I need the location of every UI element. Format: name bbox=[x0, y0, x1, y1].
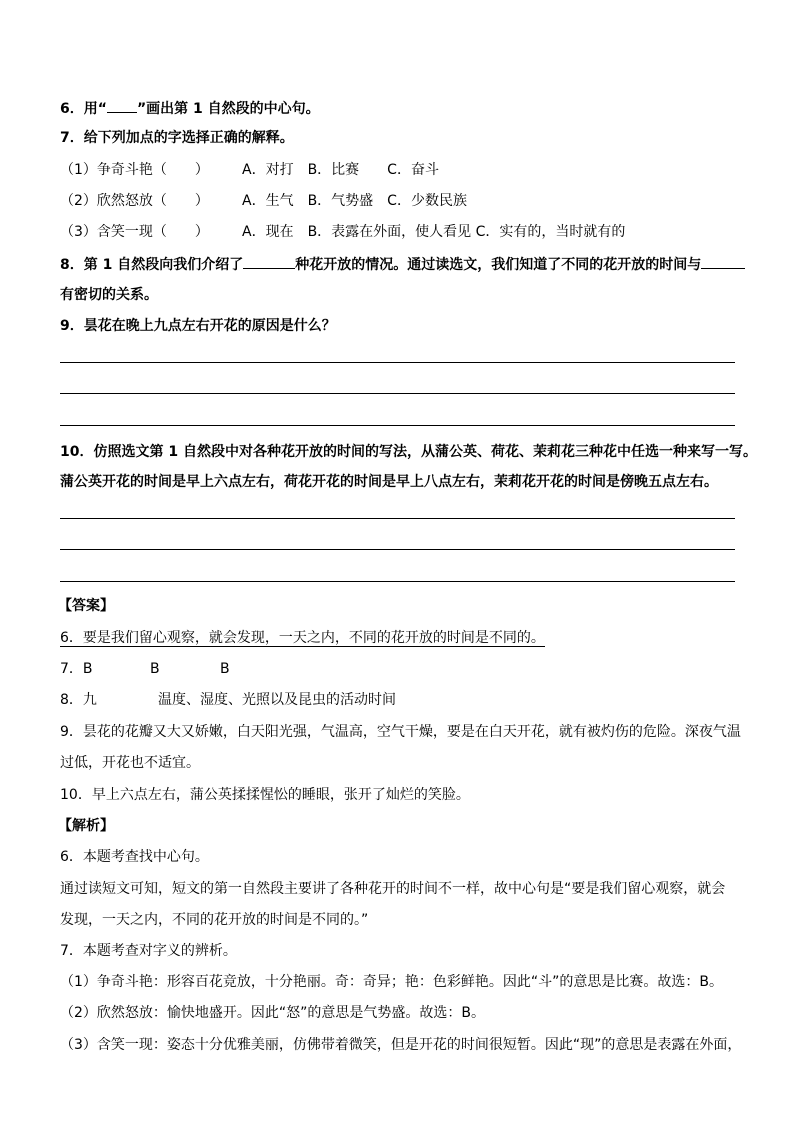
answer-line bbox=[60, 393, 735, 394]
question-7-prompt: 7．给下列加点的字选择正确的解释。 bbox=[60, 130, 294, 146]
question-8-continued: 有密切的关系。 bbox=[60, 287, 158, 303]
item-label: （3）含笑一现（ ） bbox=[60, 224, 209, 240]
analysis-7-item-3: （3）含笑一现：姿态十分优雅美丽，仿佛带着微笑，但是开花的时间很短暂。因此“现”的意思是表露在外面， bbox=[60, 1037, 742, 1053]
analysis-6-line-2: 发现，一天之内，不同的花开放的时间是不同的。” bbox=[60, 912, 369, 928]
answer-6-text: 6．要是我们留心观察，就会发现，一天之内，不同的花开放的时间是不同的。 bbox=[60, 630, 545, 646]
answer-8-blank-2: 温度、湿度、光照以及昆虫的活动时间 bbox=[158, 692, 396, 708]
question-6-text-end: ”画出第 1 自然段的中心句。 bbox=[136, 101, 320, 117]
answer-line bbox=[60, 425, 735, 426]
item-label: （1）争奇斗艳（ ） bbox=[60, 162, 209, 178]
analysis-7-title: 7．本题考查对字义的辨析。 bbox=[60, 943, 237, 959]
question-6 bbox=[60, 98, 740, 119]
answer-line bbox=[60, 518, 735, 519]
question-8 bbox=[60, 254, 740, 275]
analysis-7-item-1: （1）争奇斗艳：形容百花竞放，十分艳丽。奇：奇异；艳：色彩鲜艳。因此“斗”的意思是比赛。故选：B。 bbox=[60, 974, 724, 990]
answer-blank bbox=[243, 254, 295, 269]
answer-line bbox=[60, 549, 735, 550]
answer-10: 10．早上六点左右，蒲公英揉揉惺忪的睡眼，张开了灿烂的笑脸。 bbox=[60, 787, 470, 803]
answer-blank bbox=[701, 254, 745, 269]
underline-sample bbox=[107, 98, 137, 113]
answer-9-line-1: 9．昙花的花瓣又大又娇嫩，白天阳光强，气温高，空气干燥，要是在白天开花，就有被灼伤的危险。深夜气温 bbox=[60, 724, 741, 740]
answer-7-choice-3: B bbox=[220, 661, 230, 677]
analysis-6-line-1: 通过读短文可知，短文的第一自然段主要讲了各种花开的时间不一样，故中心句是“要是我们留心观察，就会 bbox=[60, 881, 726, 897]
question-10-prompt: 10．仿照选文第 1 自然段中对各种花开放的时间的写法，从蒲公英、荷花、茉莉花三种花中任选一种来写一写。 bbox=[60, 444, 757, 460]
answer-line bbox=[60, 581, 735, 582]
question-8-part-1: 8．第 1 自然段向我们介绍了 bbox=[60, 257, 244, 273]
answer-7-choice-2: B bbox=[150, 661, 160, 677]
question-6-text-start: 6．用“ bbox=[60, 101, 107, 117]
question-10-example: 蒲公英开花的时间是早上六点左右，荷花开花的时间是早上八点左右，茉莉花开花的时间是傍晚五点左右。 bbox=[60, 474, 718, 490]
item-options: A．现在 B．表露在外面，使人看见 C．实有的，当时就有的 bbox=[242, 224, 626, 240]
item-options: A．对打 B．比赛 C．奋斗 bbox=[242, 162, 439, 178]
answer-9-line-2: 过低，开花也不适宜。 bbox=[60, 755, 200, 771]
analysis-7-item-2: （2）欣然怒放：愉快地盛开。因此“怒”的意思是气势盛。故选：B。 bbox=[60, 1005, 486, 1021]
answer-7-choice-1: 7．B bbox=[60, 661, 93, 677]
answer-line bbox=[60, 362, 735, 363]
item-label: （2）欣然怒放（ ） bbox=[60, 193, 209, 209]
answer-6 bbox=[60, 628, 740, 648]
item-options: A．生气 B．气势盛 C．少数民族 bbox=[242, 193, 467, 209]
answer-8-blank-1: 8．九 bbox=[60, 692, 97, 708]
analysis-heading: 【解析】 bbox=[58, 818, 114, 834]
question-8-part-2: 种花开放的情况。通过读选文，我们知道了不同的花开放的时间与 bbox=[295, 257, 702, 273]
question-9-prompt: 9．昙花在晚上九点左右开花的原因是什么？ bbox=[60, 318, 336, 334]
analysis-6-title: 6．本题考查找中心句。 bbox=[60, 849, 209, 865]
answers-heading: 【答案】 bbox=[58, 598, 114, 614]
